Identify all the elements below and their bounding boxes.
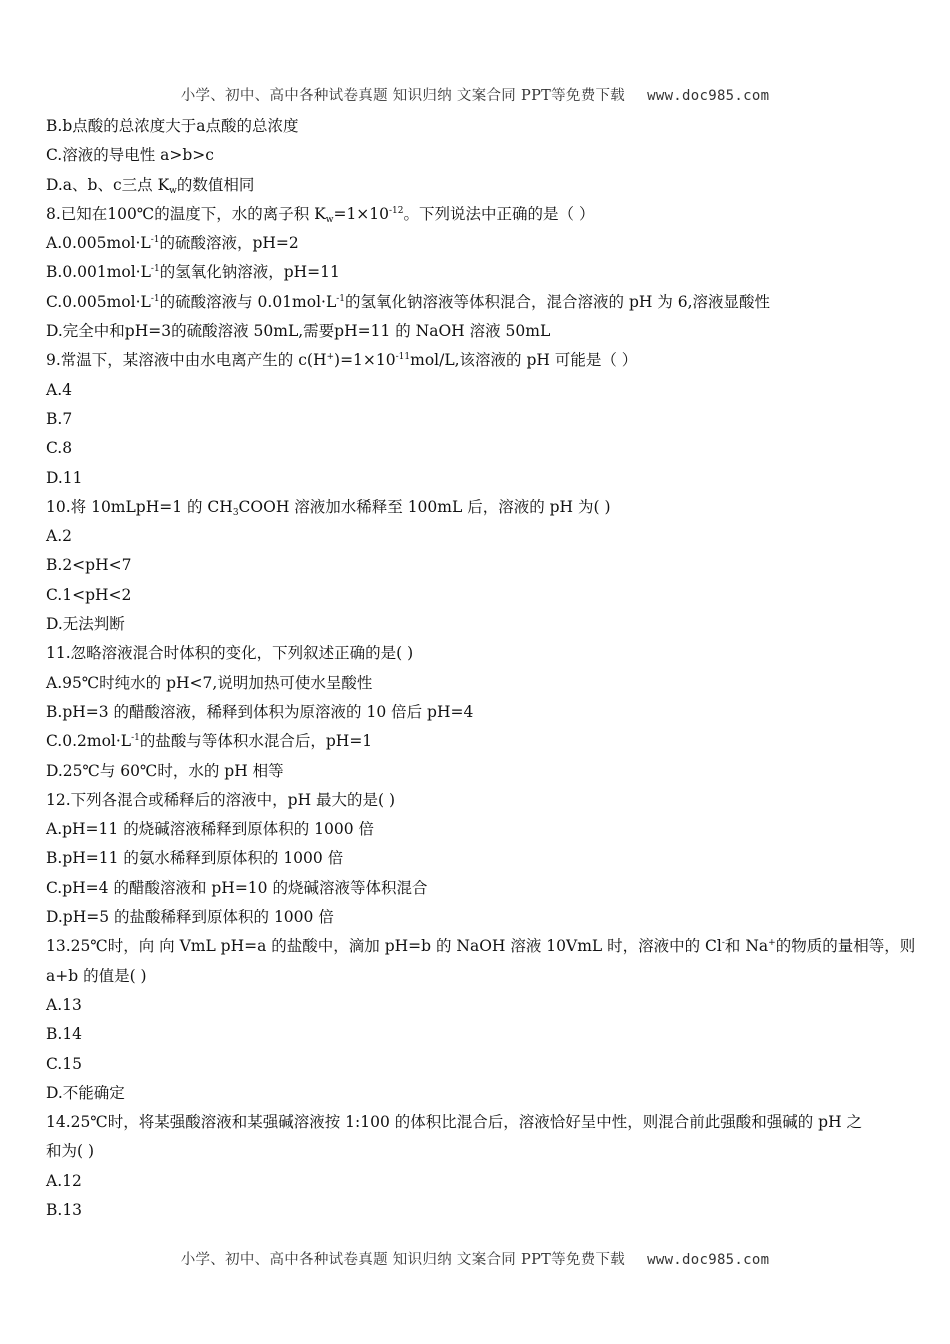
q8-option-c: $C.0.005mol\cdot L^{-1}$的硫酸溶液与 $0.01mol\cdot L^{-1}$的氢氧化钠溶液等体积混合，混合溶液的 pH 为 6,溶液显酸性 [46, 292, 771, 311]
q7-option-c: C.溶液的导电性 a>b>c [46, 146, 214, 165]
q14-stem-line2: 和为( ) [46, 1142, 95, 1161]
q14-option-a: A.12 [46, 1171, 82, 1190]
q12-option-b: B.pH=11 的氨水稀释到原体积的 1000 倍 [46, 849, 344, 868]
q9-stem: 9.常温下，某溶液中由水电离产生的 $c(H^+)=1\times 10^{-11}mol/L$,该溶液的 pH 可能是（ ） [46, 351, 638, 370]
q11-option-c: $C.0.2mol\cdot L^{-1}$的盐酸与等体积水混合后，pH=1 [46, 732, 373, 751]
q13-stem-line2: a+b 的值是( ) [46, 966, 147, 985]
q14-stem-line1: 14.25℃时，将某强酸溶液和某强碱溶液按 1:100 的体积比混合后，溶液恰好呈中性，则混合前此强酸和强碱的 pH 之 [46, 1113, 863, 1132]
q8-stem: 8.已知在100℃的温度下，水的离子积 $K_w=1\times 10^{-12}$。下列说法中正确的是（ ） [46, 204, 595, 225]
q10-option-d: D.无法判断 [46, 615, 125, 634]
q9-option-a: A.4 [46, 380, 72, 399]
footer-site: www.doc985.com [647, 1252, 770, 1268]
q13-option-a: A.13 [46, 995, 82, 1014]
footer-text: 小学、初中、高中各种试卷真题 知识归纳 文案合同 PPT等免费下载 [180, 1252, 626, 1268]
page-header [0, 84, 950, 105]
q7-option-d: D.a、b、c三点 $K_w$的数值相同 [46, 175, 255, 196]
page-footer [0, 1248, 950, 1269]
q12-option-d: D.pH=5 的盐酸稀释到原体积的 1000 倍 [46, 908, 334, 927]
q7-option-b: B.b点酸的总浓度大于a点酸的总浓度 [46, 117, 299, 135]
q10-option-c: C.1<pH<2 [46, 585, 132, 604]
q12-stem: 12.下列各混合或稀释后的溶液中，pH 最大的是( ) [46, 790, 396, 809]
q13-option-d: D.不能确定 [46, 1083, 125, 1102]
q11-option-a: A.95℃时纯水的 pH<7,说明加热可使水呈酸性 [46, 673, 373, 692]
q10-option-a: A.2 [46, 527, 72, 546]
q8-option-a: $A.0.005mol\cdot L^{-1}$的硫酸溶液，pH=2 [46, 234, 299, 253]
header-text: 小学、初中、高中各种试卷真题 知识归纳 文案合同 PPT等免费下载 [180, 88, 626, 104]
q12-option-c: C.pH=4 的醋酸溶液和 pH=10 的烧碱溶液等体积混合 [46, 878, 428, 897]
q11-option-d: D.25℃与 60℃时，水的 pH 相等 [46, 761, 284, 780]
q10-option-b: B.2<pH<7 [46, 556, 132, 575]
q8-option-b: $B.0.001mol\cdot L^{-1}$的氢氧化钠溶液，pH=11 [46, 263, 340, 282]
q9-option-c: C.8 [46, 439, 73, 458]
q13-option-c: C.15 [46, 1054, 82, 1073]
q9-option-d: D.11 [46, 468, 83, 487]
q9-option-b: B.7 [46, 409, 73, 428]
header-site: www.doc985.com [647, 88, 770, 104]
q11-option-b: B.pH=3 的醋酸溶液，稀释到体积为原溶液的 10 倍后 pH=4 [46, 702, 474, 721]
q11-stem: 11.忽略溶液混合时体积的变化，下列叙述正确的是( ) [46, 644, 414, 663]
q13-option-b: B.14 [46, 1025, 83, 1044]
q10-stem: 10.将 10mLpH=1 的 $CH_3COOH$ 溶液加水稀释至 100mL 后，溶液的 pH 为( ) [46, 497, 611, 518]
q8-option-d: D.完全中和pH=3的硫酸溶液 50mL,需要pH=11 的 NaOH 溶液 50mL [46, 322, 551, 341]
document-body [46, 112, 916, 1225]
q12-option-a: A.pH=11 的烧碱溶液稀释到原体积的 1000 倍 [46, 820, 374, 839]
q13-stem-line1: 13.25℃时，向 向 VmL pH=a 的盐酸中，滴加 pH=b 的 NaOH 溶液 10VmL 时，溶液中的 Cl-和 Na+的物质的量相等，则 [46, 937, 916, 956]
q14-option-b: B.13 [46, 1200, 83, 1219]
